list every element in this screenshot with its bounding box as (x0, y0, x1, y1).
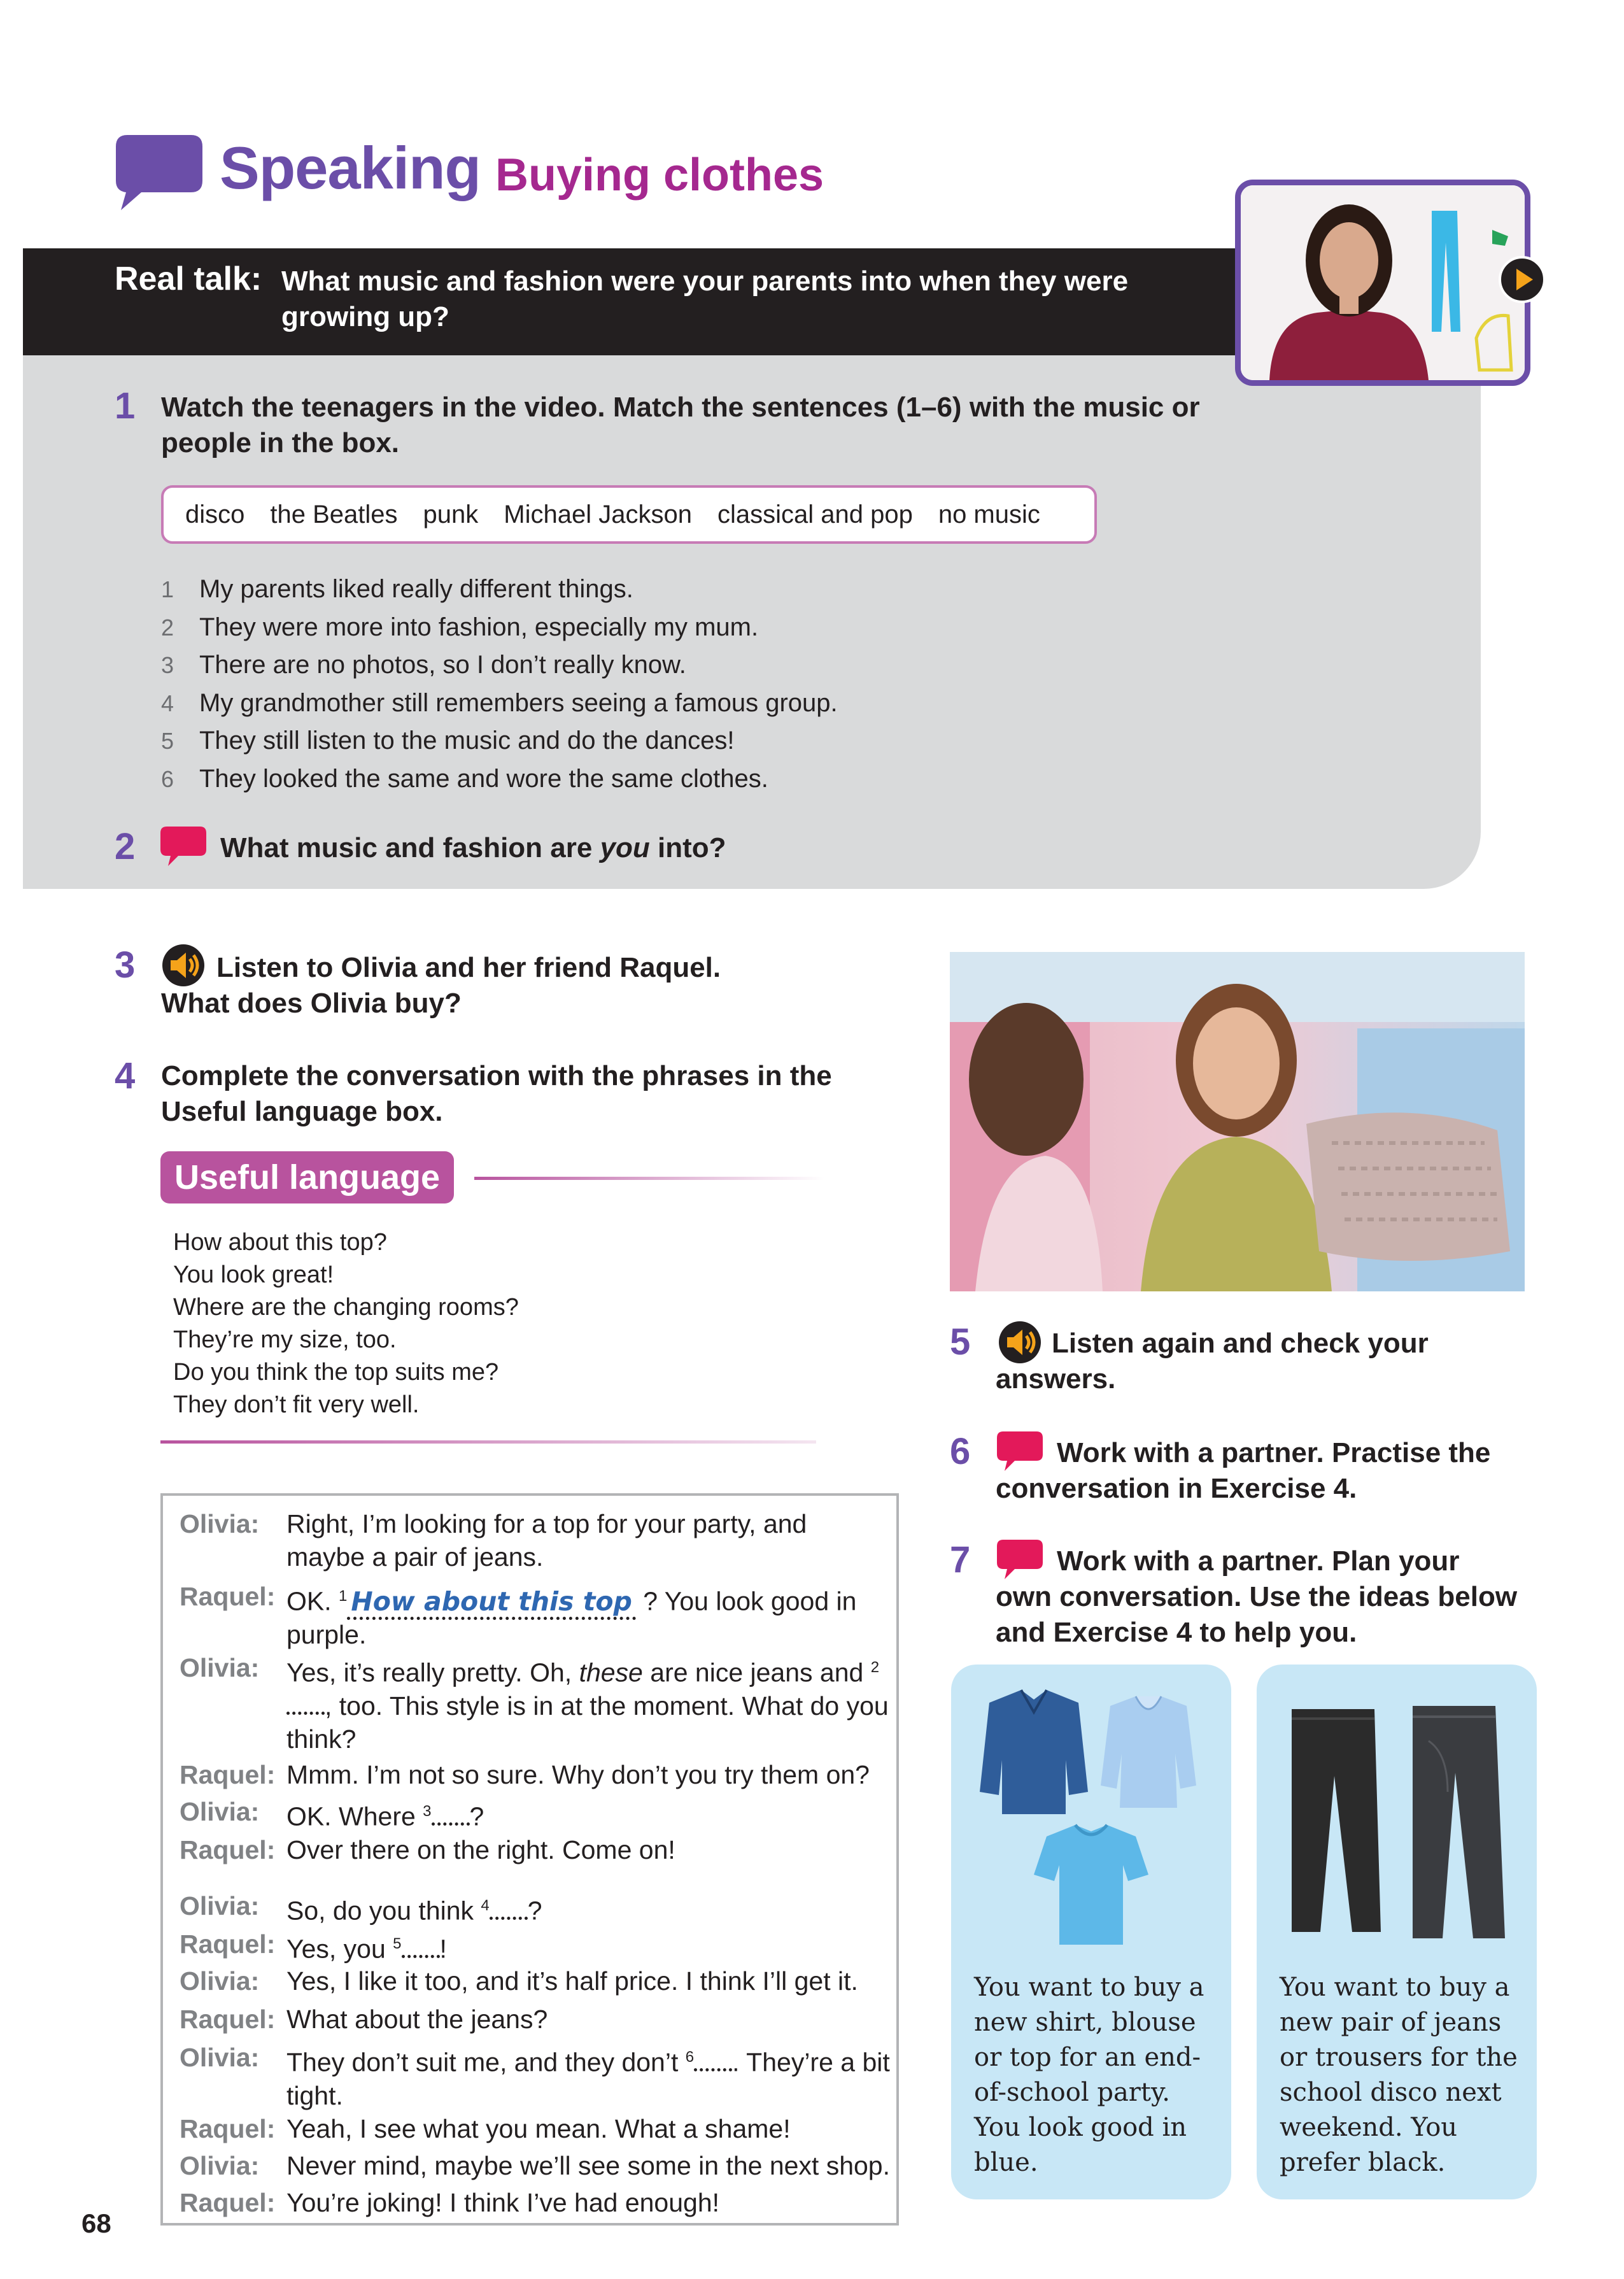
dialogue-text: Right, I’m looking for a top for your party, and maybe a pair of jeans. (286, 1509, 807, 1572)
word-box-item: the Beatles (270, 500, 398, 529)
dialogue-line (163, 1795, 891, 1833)
answer-gap-3[interactable] (432, 1802, 470, 1826)
speaker-name: Raquel: (180, 2114, 276, 2143)
word-box-item: classical and pop (717, 500, 913, 529)
audio-icon[interactable] (997, 1319, 1043, 1365)
dialogue-line (163, 1507, 891, 1573)
sentence-text: They still listen to the music and do the dances! (199, 727, 735, 755)
dialogue-text: Never mind, maybe we’ll see some in the next shop. (286, 2151, 891, 2180)
answer-gap-4[interactable] (490, 1896, 528, 1920)
speaker-name: Olivia: (180, 2151, 260, 2180)
exercise-2-question: What music and fashion are you into? (220, 832, 726, 863)
dialogue-line (163, 1833, 891, 1866)
speaker-name: Olivia: (180, 1797, 260, 1826)
exercise-3-instruction: Listen to Olivia and her friend Raquel. (216, 952, 721, 983)
speech-bubble-icon (116, 135, 202, 210)
real-talk-label: Real talk: (115, 260, 262, 297)
answer-gap-5[interactable] (402, 1935, 440, 1958)
speaker-name: Olivia: (180, 1966, 260, 1996)
sentence-number: 2 (161, 614, 174, 641)
dialogue-text: Yes, I like it too, and it’s half price. I think I’ll get it. (286, 1966, 858, 1996)
word-box (161, 485, 1097, 544)
dialogue-line (163, 2112, 891, 2145)
useful-language-item: They’re my size, too. (173, 1326, 397, 1353)
word-box-item: disco (185, 500, 245, 529)
idea-card-text: You want to buy a new shirt, blouse or top for an end-of-school party. You look good in blue. (974, 1973, 1204, 2177)
sentence-item (161, 685, 1116, 723)
sentence-item (161, 571, 1116, 609)
speaking-bubble-icon (160, 827, 206, 866)
sentence-item (161, 609, 1116, 647)
dialogue-line (163, 2186, 891, 2219)
sentence-number: 1 (161, 576, 174, 602)
dialogue-text: So, do you think $^4$ ? (286, 1896, 542, 1926)
exercise-1-instruction: Watch the teenagers in the video. Match the sentences (1–6) with the music or people in the box. (161, 392, 1200, 458)
real-talk-question: What music and fashion were your parents into when they were growing up? (281, 266, 1129, 332)
sentence-text: They looked the same and wore the same clothes. (199, 764, 768, 793)
sentence-text: There are no photos, so I don’t really know. (199, 651, 686, 679)
exercise-7-instruction: Work with a partner. Plan your (1057, 1545, 1460, 1577)
play-video-icon[interactable] (1497, 255, 1547, 304)
idea-card-tops (951, 1665, 1231, 2199)
sentence-number: 5 (161, 728, 174, 754)
dialogue-line (163, 2003, 891, 2036)
video-still-image (1241, 185, 1525, 380)
shopping-photo (950, 952, 1525, 1291)
speaking-bubble-icon (997, 1431, 1043, 1471)
section-subtitle: Buying clothes (495, 150, 824, 201)
dialogue-text: Yes, it’s really pretty. Oh, these are nice jeans and $^2$, too. This style is in at the moment. What do you think? (286, 1658, 889, 1754)
word-box-item: no music (938, 500, 1040, 529)
sentence-list (161, 571, 1116, 798)
exercise-3-number: 3 (115, 944, 136, 986)
dialogue-line (163, 1651, 891, 1756)
dialogue-text: OK. $^1$ How about this top ? You look good in purple. (286, 1586, 857, 1649)
dialogue-line (163, 2149, 891, 2182)
dialogue-text: Over there on the right. Come on! (286, 1835, 675, 1864)
useful-language-item: Do you think the top suits me? (173, 1359, 499, 1386)
exercise-7-number: 7 (950, 1539, 971, 1580)
sentence-number: 4 (161, 690, 174, 716)
dialogue-text: Yes, you $^5$ ! (286, 1934, 447, 1964)
useful-language-divider (474, 1177, 824, 1180)
speaker-name: Olivia: (180, 1653, 260, 1682)
sentence-text: They were more into fashion, especially my mum. (199, 613, 759, 641)
video-thumbnail[interactable] (1235, 180, 1530, 386)
dialogue-line (163, 1889, 891, 1928)
dialogue-line (163, 1758, 891, 1791)
dialogue-text: What about the jeans? (286, 2005, 548, 2034)
exercise-7-instruction-cont: own conversation. Use the ideas below and Exercise 4 to help you. (996, 1581, 1518, 1648)
sentence-item (161, 646, 1116, 685)
exercise-4-instruction: Complete the conversation with the phrases in the Useful language box. (161, 1060, 832, 1127)
speaker-name: Raquel: (180, 1929, 276, 1959)
dialogue-text: OK. Where $^3$ ? (286, 1801, 484, 1831)
answer-gap-2[interactable] (286, 1691, 325, 1715)
audio-icon[interactable] (160, 942, 206, 988)
useful-language-item: How about this top? (173, 1229, 387, 1256)
speaker-name: Olivia: (180, 1509, 260, 1538)
exercise-6-number: 6 (950, 1431, 971, 1472)
exercise-2-number: 2 (115, 826, 136, 867)
sentence-item (161, 722, 1116, 760)
useful-language-bottom-divider (160, 1440, 816, 1444)
section-title: Speaking (220, 134, 481, 201)
exercise-5-instruction-cont: answers. (996, 1363, 1116, 1395)
dialogue-line (163, 1928, 891, 1966)
exercise-5-instruction: Listen again and check your (1052, 1328, 1429, 1359)
useful-language-heading: Useful language (160, 1151, 454, 1203)
word-box-item: punk (423, 500, 479, 529)
dialogue-line (163, 2041, 891, 2112)
answer-gap-6[interactable] (694, 2048, 732, 2071)
dialogue-text: They don’t suit me, and they don’t $^6$ . They’re a bit tight. (286, 2047, 890, 2110)
trousers-illustration (1257, 1665, 1537, 1964)
useful-language-item: You look great! (173, 1261, 334, 1288)
dialogue-text: Yeah, I see what you mean. What a shame! (286, 2114, 791, 2143)
word-box-item: Michael Jackson (504, 500, 692, 529)
speaker-name: Raquel: (180, 1582, 276, 1611)
exercise-3-question: What does Olivia buy? (161, 988, 462, 1019)
speaker-name: Raquel: (180, 1760, 276, 1789)
speaking-bubble-icon (997, 1540, 1043, 1579)
useful-language-item: They don’t fit very well. (173, 1391, 420, 1418)
dialogue-line (163, 1964, 891, 1998)
sentence-number: 6 (161, 765, 174, 792)
speaker-name: Raquel: (180, 1835, 276, 1864)
example-answer-gap: How about this top (347, 1586, 636, 1620)
exercise-6-instruction-cont: conversation in Exercise 4. (996, 1473, 1357, 1504)
useful-language-item: Where are the changing rooms? (173, 1294, 519, 1321)
page-number: 68 (81, 2208, 111, 2238)
useful-language-list (173, 1226, 519, 1421)
exercise-4-number: 4 (115, 1055, 136, 1097)
speaker-name: Olivia: (180, 2043, 260, 2072)
exercise-6-instruction: Work with a partner. Practise the (1057, 1437, 1491, 1468)
exercise-5-number: 5 (950, 1321, 971, 1363)
sentence-text: My grandmother still remembers seeing a famous group. (199, 688, 838, 717)
speaker-name: Olivia: (180, 1891, 260, 1920)
idea-card-trousers (1257, 1665, 1537, 2199)
sentence-number: 3 (161, 652, 174, 678)
sentence-item (161, 760, 1116, 799)
idea-card-text: You want to buy a new pair of jeans or trousers for the school disco next weekend. You prefer black. (1280, 1973, 1518, 2177)
conversation-box (160, 1493, 899, 2226)
dialogue-text: Mmm. I’m not so sure. Why don’t you try them on? (286, 1760, 870, 1789)
dialogue-line (163, 1580, 891, 1651)
exercise-1-number: 1 (115, 385, 136, 427)
dialogue-text: You’re joking! I think I’ve had enough! (286, 2188, 720, 2217)
shirts-illustration (951, 1665, 1231, 1964)
speaker-name: Raquel: (180, 2188, 276, 2217)
speaker-name: Raquel: (180, 2005, 276, 2034)
sentence-text: My parents liked really different things. (199, 575, 633, 603)
